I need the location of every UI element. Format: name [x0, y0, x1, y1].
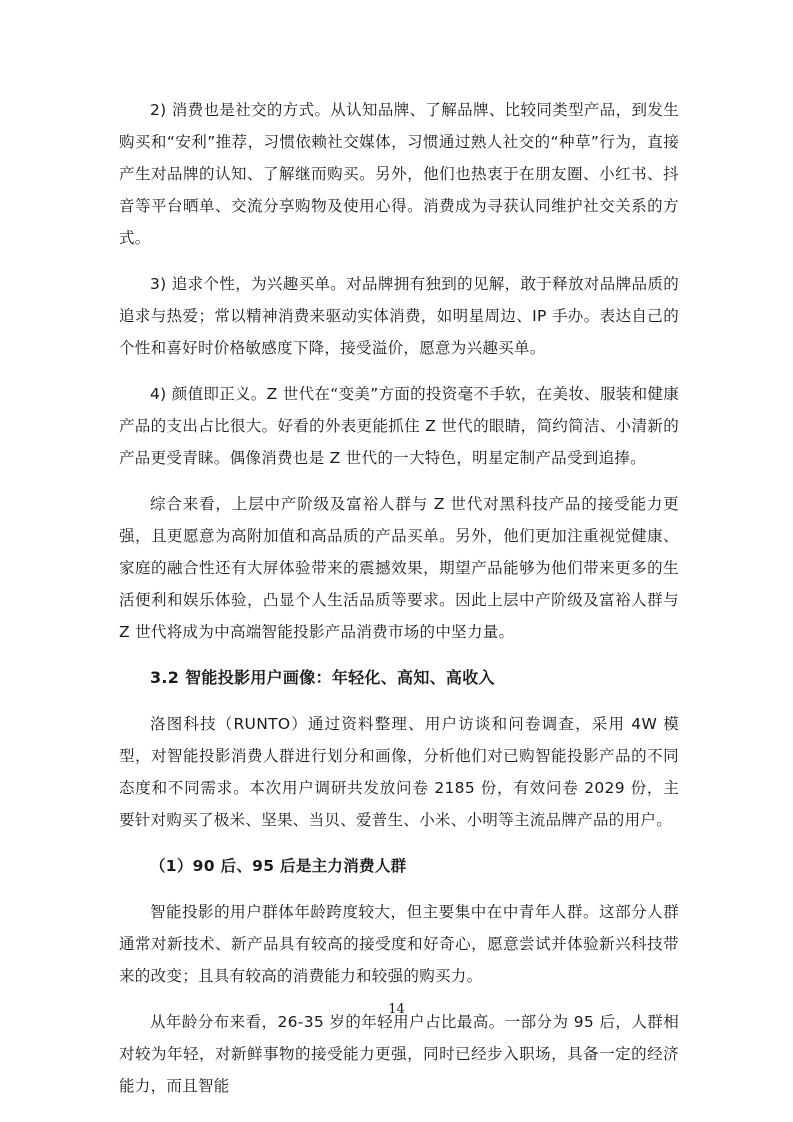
paragraph-social-consumption: 2) 消费也是社交的方式。从认知品牌、了解品牌、比较同类型产品，到发生购买和“安利”推荐，习惯依赖社交媒体，习惯通过熟人社交的“种草”行为，直接产生对品牌的认知、了解继而购买。另外，他们也热衷于在朋友圈、小红书、抖音等平台晒单、交流分享购物及使用心得。消费成为寻获认同维护社交关系的方式。	[119, 101, 679, 247]
paragraph-survey: 洛图科技（RUNTO）通过资料整理、用户访谈和问卷调查，采用 4W 模型，对智能投影消费人群进行划分和画像，分析他们对已购智能投影产品的不同态度和不同需求。本次用户调研共发放问卷 2185 份，有效问卷 2029 份，主要针对购买了极米、坚果、当贝、爱普生、小米、小明等主流品牌产品的用户。	[119, 715, 679, 829]
page-number: 14	[388, 1002, 405, 1017]
paragraph-appearance: 4) 颜值即正义。Z 世代在“变美”方面的投资毫不手软，在美妆、服装和健康产品的支出占比很大。好看的外表更能抓住 Z 世代的眼睛，简约简洁、小清新的产品更受青睐。偶像消费也是 Z 世代的一大特色，明星定制产品受到追捧。	[119, 385, 679, 467]
section-heading: 3.2 智能投影用户画像：年轻化、高知、高收入	[150, 668, 495, 687]
paragraph-summary: 综合来看，上层中产阶级及富裕人群与 Z 世代对黑科技产品的接受能力更强，且更愿意为高附加值和高品质的产品买单。另外，他们更加注重视觉健康、家庭的融合性还有大屏体验带来的震撼效果，期望产品能够为他们带来更多的生活便利和娱乐体验，凸显个人生活品质等要求。因此上层中产阶级及富裕人群与 Z 世代将成为中高端智能投影产品消费市场的中坚力量。	[119, 495, 679, 641]
page-body	[119, 94, 679, 1102]
paragraph-personality: 3) 追求个性，为兴趣买单。对品牌拥有独到的见解，敢于释放对品牌品质的追求与热爱；常以精神消费来驱动实体消费，如明星周边、IP 手办。表达自己的个性和喜好时价格敏感度下降，接受溢价，愿意为兴趣买单。	[119, 275, 679, 357]
paragraph-age-distribution: 从年龄分布来看，26-35 岁的年轻用户占比最高。一部分为 95 后，人群相对较为年轻，对新鲜事物的接受能力更强，同时已经步入职场，具备一定的经济能力，而且智能	[119, 1013, 679, 1095]
paragraph-user-group: 智能投影的用户群体年龄跨度较大，但主要集中在中青年人群。这部分人群通常对新技术、新产品具有较高的接受度和好奇心，愿意尝试并体验新兴科技带来的改变；且具有较高的消费能力和较强的购买力。	[119, 903, 679, 985]
subsection-heading: （1）90 后、95 后是主力消费人群	[150, 857, 407, 875]
